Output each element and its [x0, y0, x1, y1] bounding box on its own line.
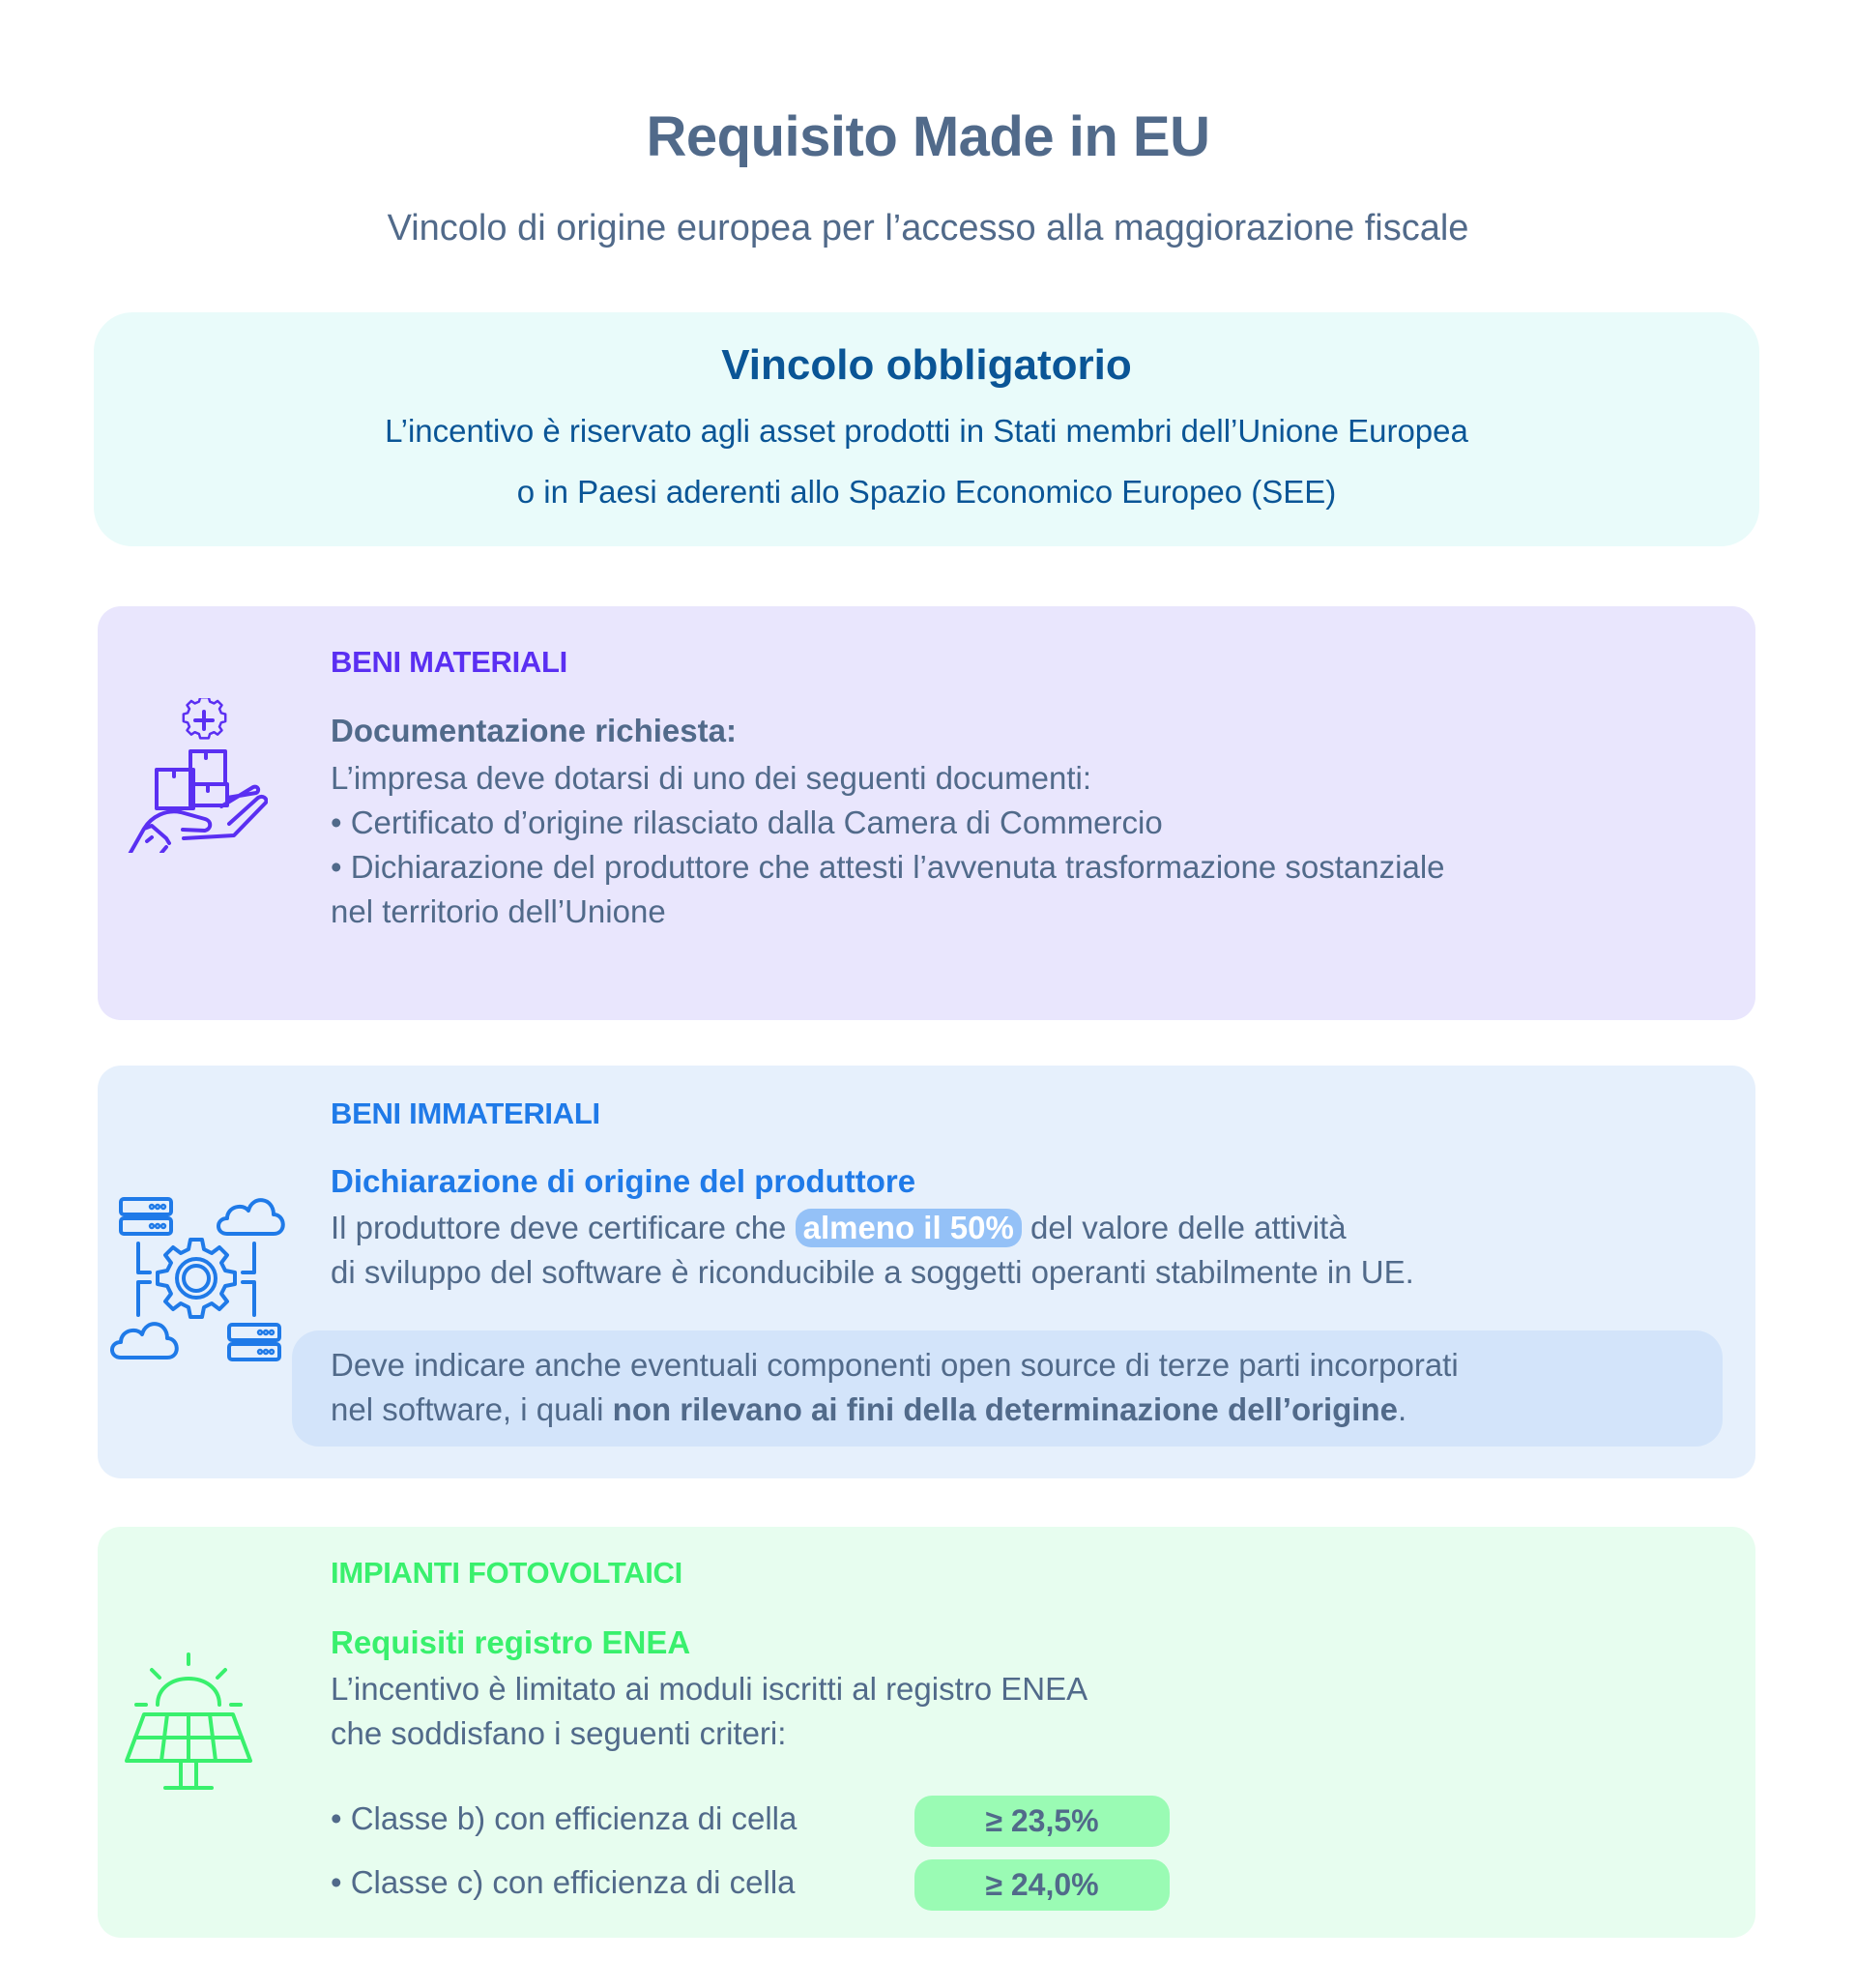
open-source-note — [292, 1330, 1723, 1447]
text-after-highlight: del valore delle attività — [1021, 1210, 1347, 1245]
section-body — [331, 1667, 1088, 1756]
criteria-row — [331, 1796, 1201, 1847]
beni-immateriali-card — [98, 1066, 1755, 1478]
section-heading: Requisiti registro ENEA — [331, 1624, 691, 1660]
bullet-continuation: nel territorio dell’Unione — [331, 893, 666, 929]
section-label: BENI IMMATERIALI — [331, 1096, 600, 1130]
note-text-before: nel software, i quali — [331, 1391, 613, 1427]
page-title: Requisito Made in EU — [646, 105, 1210, 168]
page-subtitle: Vincolo di origine europea per l’accesso alla maggiorazione fiscale — [387, 208, 1469, 248]
note-line-2 — [331, 1388, 1459, 1432]
body-line-1 — [331, 1206, 1414, 1250]
criteria-row — [331, 1859, 1201, 1911]
section-heading: Documentazione richiesta: — [331, 713, 737, 748]
beni-materiali-card — [98, 606, 1755, 1020]
section-heading: Dichiarazione di origine del produttore — [331, 1163, 916, 1199]
constraint-text-line-2: o in Paesi aderenti allo Spazio Economico Europeo (SEE) — [516, 474, 1337, 510]
bullet-item: • Certificato d’origine rilasciato dalla Camera di Commercio — [331, 804, 1163, 840]
body-line-2: che soddisfano i seguenti criteri: — [331, 1715, 787, 1751]
impianti-fotovoltaici-card — [98, 1527, 1755, 1938]
note-text-after: . — [1397, 1391, 1407, 1427]
criteria-text: • Classe c) con efficienza di cella — [331, 1864, 796, 1900]
solar-panel-sun-icon — [125, 1651, 260, 1796]
cloud-server-gear-network-icon — [107, 1191, 291, 1365]
constraint-title: Vincolo obbligatorio — [721, 341, 1132, 389]
criteria-text: • Classe b) con efficienza di cella — [331, 1800, 798, 1836]
bullet-item: • Dichiarazione del produttore che attesti l’avvenuta trasformazione sostanziale — [331, 849, 1445, 885]
efficiency-badge: ≥ 24,0% — [914, 1859, 1170, 1911]
section-label: BENI MATERIALI — [331, 645, 567, 679]
intro-text: L’impresa deve dotarsi di uno dei seguenti documenti: — [331, 760, 1091, 796]
constraint-text-line-1: L’incentivo è riservato agli asset prodotti in Stati membri dell’Unione Europea — [385, 413, 1468, 449]
text-before-highlight: Il produttore deve certificare che — [331, 1210, 796, 1245]
mandatory-constraint-card — [94, 312, 1759, 546]
section-label: IMPIANTI FOTOVOLTAICI — [331, 1556, 682, 1590]
body-line-1: L’incentivo è limitato ai moduli iscritti al registro ENEA — [331, 1671, 1088, 1707]
body-line-2: di sviluppo del software è riconducibile a soggetti operanti stabilmente in UE. — [331, 1254, 1414, 1290]
hand-with-boxes-and-gear-icon — [123, 698, 268, 853]
note-line-1: Deve indicare anche eventuali componenti open source di terze parti incorporati — [331, 1347, 1459, 1383]
efficiency-badge: ≥ 23,5% — [914, 1796, 1170, 1847]
note-text — [331, 1343, 1459, 1432]
section-body — [331, 756, 1445, 934]
note-bold-text: non rilevano ai fini della determinazione dell’origine — [612, 1391, 1398, 1427]
highlight-pill: almeno il 50% — [796, 1209, 1022, 1247]
section-body — [331, 1206, 1414, 1295]
